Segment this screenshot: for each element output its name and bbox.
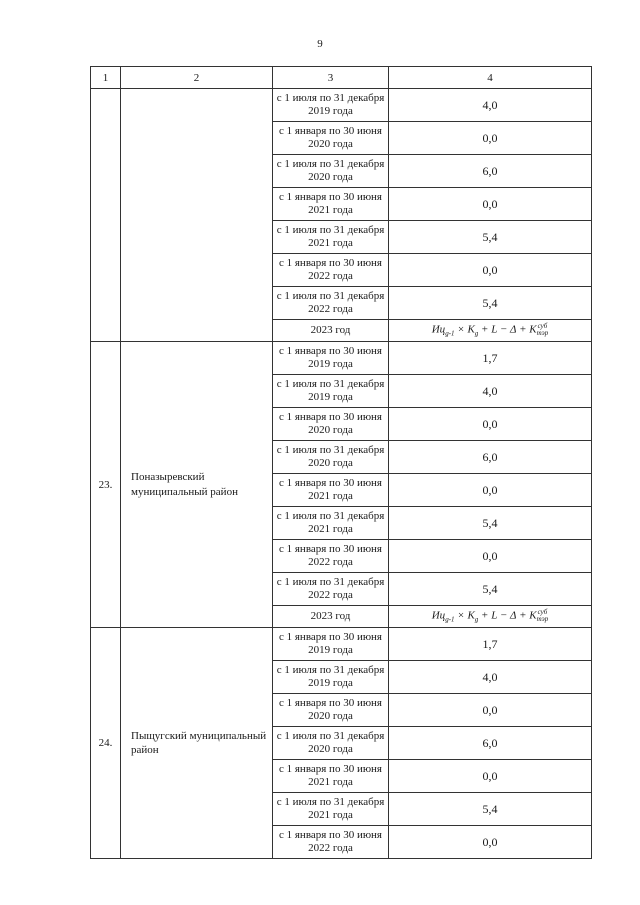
table-row (91, 89, 592, 122)
period-cell: с 1 января по 30 июня 2021 года (273, 474, 389, 507)
period-cell: с 1 января по 30 июня 2019 года (273, 628, 389, 661)
period-cell: с 1 января по 30 июня 2020 года (273, 694, 389, 727)
formula-cell (389, 320, 592, 342)
period-cell: с 1 июля по 31 декабря 2019 года (273, 89, 389, 122)
period-cell: с 1 января по 30 июня 2021 года (273, 188, 389, 221)
value-cell: 5,4 (389, 507, 592, 540)
period-cell: с 1 июля по 31 декабря 2019 года (273, 375, 389, 408)
value-cell: 0,0 (389, 826, 592, 859)
period-cell: с 1 января по 30 июня 2019 года (273, 342, 389, 375)
value-cell: 6,0 (389, 155, 592, 188)
district-name: Поназыревский муниципальный район (121, 342, 273, 628)
formula-k-sub: тэр (536, 615, 549, 624)
value-cell: 6,0 (389, 441, 592, 474)
period-cell: с 1 июля по 31 декабря 2021 года (273, 793, 389, 826)
row-number (91, 89, 121, 342)
value-cell: 0,0 (389, 694, 592, 727)
header-col-2: 2 (121, 67, 273, 89)
value-cell: 0,0 (389, 188, 592, 221)
formula-a: Иц (431, 609, 446, 622)
formula-rest: + L − Δ + K (478, 323, 537, 336)
header-col-1: 1 (91, 67, 121, 89)
period-cell: 2023 год (273, 320, 389, 342)
value-cell: 4,0 (389, 375, 592, 408)
formula-k-sub: тэр (536, 329, 549, 338)
value-cell: 0,0 (389, 254, 592, 287)
formula-cell (389, 606, 592, 628)
value-cell: 4,0 (389, 661, 592, 694)
header-col-4: 4 (389, 67, 592, 89)
value-cell: 5,4 (389, 573, 592, 606)
formula-a: Иц (431, 323, 446, 336)
value-cell: 5,4 (389, 221, 592, 254)
value-cell: 5,4 (389, 287, 592, 320)
table-row (91, 342, 592, 375)
value-cell: 0,0 (389, 760, 592, 793)
data-table (90, 66, 592, 859)
formula-rest: + L − Δ + K (478, 609, 537, 622)
row-number: 24. (91, 628, 121, 859)
formula-mid-sub: g (474, 615, 479, 624)
value-cell: 4,0 (389, 89, 592, 122)
period-cell: с 1 января по 30 июня 2021 года (273, 760, 389, 793)
period-cell: с 1 января по 30 июня 2020 года (273, 408, 389, 441)
formula-k-scripts (537, 323, 549, 337)
period-cell: с 1 июля по 31 декабря 2020 года (273, 441, 389, 474)
district-name: Пыщугский муниципальный район (121, 628, 273, 859)
formula-k-scripts (537, 609, 549, 623)
period-cell: с 1 июля по 31 декабря 2019 года (273, 661, 389, 694)
period-cell: с 1 января по 30 июня 2022 года (273, 540, 389, 573)
table-header-row (91, 67, 592, 89)
period-cell: с 1 января по 30 июня 2020 года (273, 122, 389, 155)
value-cell: 5,4 (389, 793, 592, 826)
period-cell: с 1 июля по 31 декабря 2022 года (273, 287, 389, 320)
period-cell: с 1 января по 30 июня 2022 года (273, 254, 389, 287)
formula-a-sub: g-1 (445, 329, 455, 338)
period-cell: с 1 июля по 31 декабря 2020 года (273, 727, 389, 760)
formula-k-sup: суб (537, 322, 548, 331)
district-name (121, 89, 273, 342)
period-cell: с 1 июля по 31 декабря 2022 года (273, 573, 389, 606)
row-number: 23. (91, 342, 121, 628)
value-cell: 0,0 (389, 540, 592, 573)
formula-mid: × K (454, 323, 475, 336)
value-cell: 1,7 (389, 628, 592, 661)
formula-mid: × K (454, 609, 475, 622)
period-cell: с 1 июля по 31 декабря 2020 года (273, 155, 389, 188)
period-cell: с 1 января по 30 июня 2022 года (273, 826, 389, 859)
header-col-3: 3 (273, 67, 389, 89)
formula-k-sup: суб (537, 608, 548, 617)
formula-a-sub: g-1 (445, 615, 455, 624)
value-cell: 0,0 (389, 474, 592, 507)
page-number: 9 (317, 38, 323, 50)
period-cell: с 1 июля по 31 декабря 2021 года (273, 221, 389, 254)
value-cell: 6,0 (389, 727, 592, 760)
value-cell: 1,7 (389, 342, 592, 375)
period-cell: 2023 год (273, 606, 389, 628)
value-cell: 0,0 (389, 122, 592, 155)
value-cell: 0,0 (389, 408, 592, 441)
formula-mid-sub: g (474, 329, 479, 338)
table-row (91, 628, 592, 661)
period-cell: с 1 июля по 31 декабря 2021 года (273, 507, 389, 540)
